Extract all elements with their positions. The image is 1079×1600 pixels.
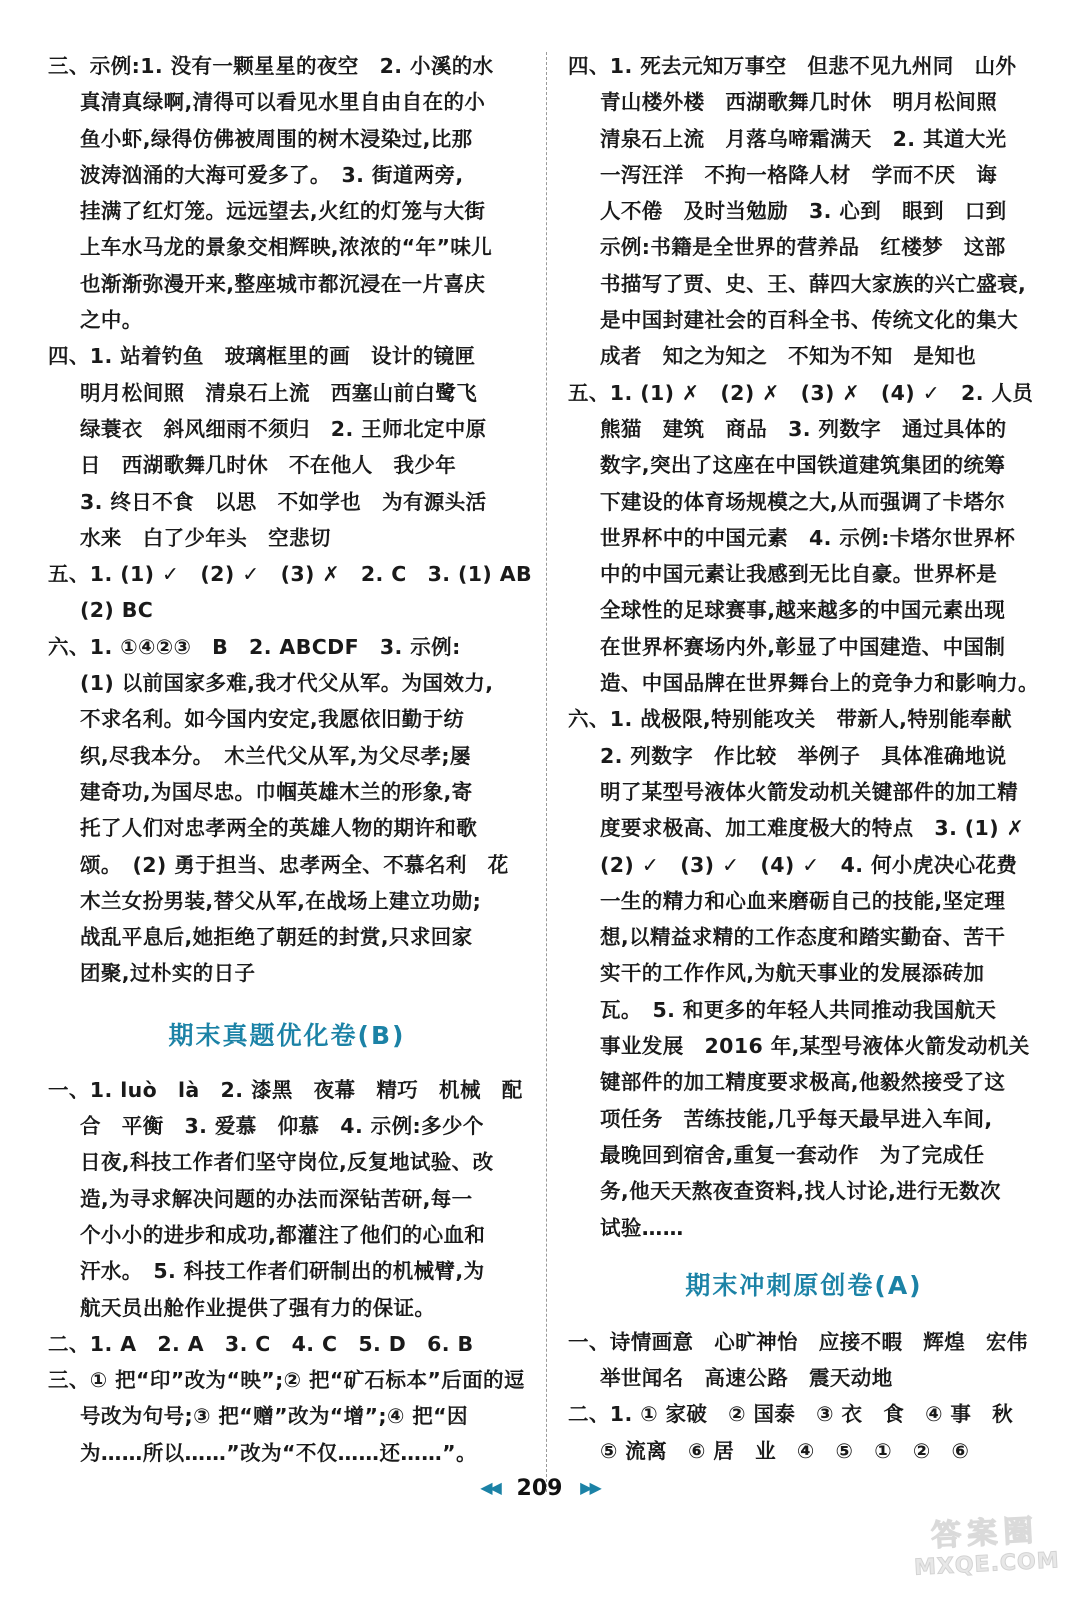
answer-line: 不求名利。如今国内安定,我愿依旧勤于纺 (80, 707, 465, 732)
answer-line: 务,他天天熬夜查资料,找人讨论,进行无数次 (600, 1179, 1001, 1204)
answer-line: 试验…… (600, 1215, 684, 1240)
answer-line: 四、1. 死去元知万事空 但悲不见九州同 山外 (568, 54, 1017, 78)
answer-line: 熊猫 建筑 商品 3. 列数字 通过具体的 (600, 416, 1007, 441)
left-column (48, 48, 532, 1471)
answer-line: 3. 终日不食 以思 不如学也 为有源头活 (80, 489, 487, 514)
answer-line: 号改为句号;③ 把“赠”改为“增”;④ 把“因 (80, 1404, 468, 1429)
answer-line: 建奇功,为国尽忠。巾帼英雄木兰的形象,寄 (80, 779, 473, 804)
answer-line: 航天员出舱作业提供了强有力的保证。 (80, 1295, 436, 1320)
answer-line: 团聚,过朴实的日子 (80, 961, 256, 986)
answer-line: 最晚回到宿舍,重复一套动作 为了完成任 (600, 1142, 985, 1167)
answer-line: 明月松间照 清泉石上流 西塞山前白鹭飞 (80, 380, 478, 405)
answer-line: (1) 以前国家多难,我才代父从军。为国效力, (80, 671, 494, 696)
next-page-arrows-icon: ▶▶ (580, 1478, 599, 1497)
answer-line: 实干的工作作风,为航天事业的发展添砖加 (600, 961, 985, 986)
answer-line: 一、诗情画意 心旷神怡 应接不暇 辉煌 宏伟 (568, 1329, 1028, 1354)
watermark-logo (909, 1504, 1063, 1592)
answer-block-left-bottom (48, 1072, 526, 1471)
page-number: 209 (516, 1476, 563, 1501)
answer-line: 想,以精益求精的工作态度和踏实勤奋、苦干 (600, 925, 1006, 950)
answer-line: 一生的精力和心血来磨砺自己的技能,坚定理 (600, 888, 1006, 913)
answer-line: 个小小的进步和成功,都灌注了他们的心血和 (80, 1222, 486, 1247)
answer-line: 挂满了红灯笼。远远望去,火红的灯笼与大街 (80, 199, 486, 224)
page-footer (0, 1476, 1079, 1512)
answer-line: 颂。 (2) 勇于担当、忠孝两全、不慕名利 花 (80, 852, 509, 877)
answer-line: 六、1. ①④②③ B 2. ABCDF 3. 示例: (48, 634, 461, 659)
answer-line: 举世闻名 高速公路 震天动地 (600, 1366, 893, 1391)
answer-line: 绿蓑衣 斜风细雨不须归 2. 王师北定中原 (80, 416, 487, 441)
watermark-logo-text: 答案圈 (930, 1513, 1041, 1554)
answer-line: 成者 知之为知之 不知为不知 是知也 (600, 344, 977, 369)
answer-line: 五、1. (1) ✓ (2) ✓ (3) ✗ 2. C 3. (1) AB (48, 562, 532, 587)
answer-line: 青山楼外楼 西湖歌舞几时休 明月松间照 (600, 90, 998, 115)
answer-line: 鱼小虾,绿得仿佛被周围的树木浸染过,比那 (80, 126, 473, 151)
answer-line: 下建设的体育场规模之大,从而强调了卡塔尔 (600, 489, 1006, 514)
answer-block-left-top (48, 48, 532, 992)
section-title-final-sprint-a: 期末冲刺原创卷(A) (685, 1270, 923, 1300)
answer-line: 托了人们对忠孝两全的英雄人物的期许和歌 (80, 816, 478, 841)
answer-line: 瓦。 5. 和更多的年轻人共同推动我国航天 (600, 997, 997, 1022)
answer-line: 合 平衡 3. 爱慕 仰慕 4. 示例:多少个 (80, 1114, 484, 1139)
answer-line: 二、1. A 2. A 3. C 4. C 5. D 6. B (48, 1331, 474, 1356)
answer-line: 木兰女扮男装,替父从军,在战场上建立功勋; (80, 888, 482, 913)
answer-line: 水来 白了少年头 空悲切 (80, 525, 331, 550)
answer-line: ⑤ 流离 ⑥ 居 业 ④ ⑤ ① ② ⑥ (600, 1438, 970, 1463)
answer-line: 书描写了贾、史、王、薛四大家族的兴亡盛衰, (600, 271, 1027, 296)
answer-line: 二、1. ① 家破 ② 国泰 ③ 衣 食 ④ 事 秋 (568, 1402, 1014, 1427)
answer-line: 汗水。 5. 科技工作者们研制出的机械臂,为 (80, 1259, 485, 1284)
answer-block-right-bottom (568, 1324, 1040, 1469)
answer-line: 人不倦 及时当勉励 3. 心到 眼到 口到 (600, 199, 1007, 224)
answer-line: 真清真绿啊,清得可以看见水里自由自在的小 (80, 90, 486, 115)
answer-line: 一、1. luò là 2. 漆黑 夜幕 精巧 机械 配 (48, 1077, 523, 1102)
answer-line: 三、示例:1. 没有一颗星星的夜空 2. 小溪的水 (48, 54, 494, 78)
answer-line: 项任务 苦练技能,几乎每天最早进入车间, (600, 1106, 993, 1131)
answer-line: 造,为寻求解决问题的办法而深钻苦研,每一 (80, 1186, 473, 1211)
answer-line: 战乱平息后,她拒绝了朝廷的封赏,只求回家 (80, 925, 473, 950)
answer-line: 示例:书籍是全世界的营养品 红楼梦 这部 (600, 235, 1006, 260)
answer-line: 三、① 把“印”改为“映”;② 把“矿石标本”后面的逗 (48, 1368, 525, 1393)
column-divider (546, 52, 547, 1492)
answer-line: 一泻汪洋 不拘一格降人材 学而不厌 诲 (600, 162, 998, 187)
answer-line: 键部件的加工精度要求极高,他毅然接受了这 (600, 1070, 1006, 1095)
answer-line: (2) BC (80, 598, 154, 623)
answer-line: 六、1. 战极限,特别能攻关 带新人,特别能奉献 (568, 707, 1012, 732)
answer-line: 也渐渐弥漫开来,整座城市都沉浸在一片喜庆 (80, 271, 486, 296)
answer-line: 数字,突出了这座在中国铁道建筑集团的统筹 (600, 453, 1006, 478)
answer-line: 事业发展 2016 年,某型号液体火箭发动机关 (600, 1034, 1030, 1059)
answer-line: 四、1. 站着钓鱼 玻璃框里的画 设计的镜匣 (48, 344, 476, 369)
answer-line: 世界杯中的中国元素 4. 示例:卡塔尔世界杯 (600, 525, 1016, 550)
watermark-url: MXQE.COM (913, 1548, 1061, 1581)
answer-line: 五、1. (1) ✗ (2) ✗ (3) ✗ (4) ✓ 2. 人员 (568, 380, 1034, 405)
answer-line: 日夜,科技工作者们坚守岗位,反复地试验、改 (80, 1150, 494, 1175)
answer-line: 上车水马龙的景象交相辉映,浓浓的“年”味儿 (80, 235, 493, 260)
answer-line: 织,尽我本分。 木兰代父从军,为父尽孝;屡 (80, 743, 471, 768)
answer-line: 全球性的足球赛事,越来越多的中国元素出现 (600, 598, 1006, 623)
answer-block-right-top (568, 48, 1040, 1246)
answer-line: 日 西湖歌舞几时休 不在他人 我少年 (80, 453, 457, 478)
right-column (568, 48, 1040, 1469)
answer-line: 明了某型号液体火箭发动机关键部件的加工精 (600, 779, 1018, 804)
answer-line: (2) ✓ (3) ✓ (4) ✓ 4. 何小虎决心花费 (600, 852, 1018, 877)
answer-line: 2. 列数字 作比较 举例子 具体准确地说 (600, 743, 1007, 768)
section-title-final-exam-b: 期末真题优化卷(B) (168, 1020, 406, 1050)
prev-page-arrows-icon: ◀◀ (480, 1478, 499, 1497)
answer-line: 之中。 (80, 308, 143, 333)
answer-line: 清泉石上流 月落乌啼霜满天 2. 其道大光 (600, 126, 1007, 151)
answer-line: 波涛汹涌的大海可爱多了。 3. 街道两旁, (80, 162, 464, 187)
answer-line: 中的中国元素让我感到无比自豪。世界杯是 (600, 562, 998, 587)
answer-line: 在世界杯赛场内外,彰显了中国建造、中国制 (600, 634, 1006, 659)
answer-line: 为……所以……”改为“不仅……还……”。 (80, 1440, 477, 1465)
answer-line: 是中国封建社会的百科全书、传统文化的集大 (600, 308, 1018, 333)
answer-line: 造、中国品牌在世界舞台上的竞争力和影响力。 (600, 671, 1039, 696)
answer-line: 度要求极高、加工难度极大的特点 3. (1) ✗ (600, 816, 1025, 841)
